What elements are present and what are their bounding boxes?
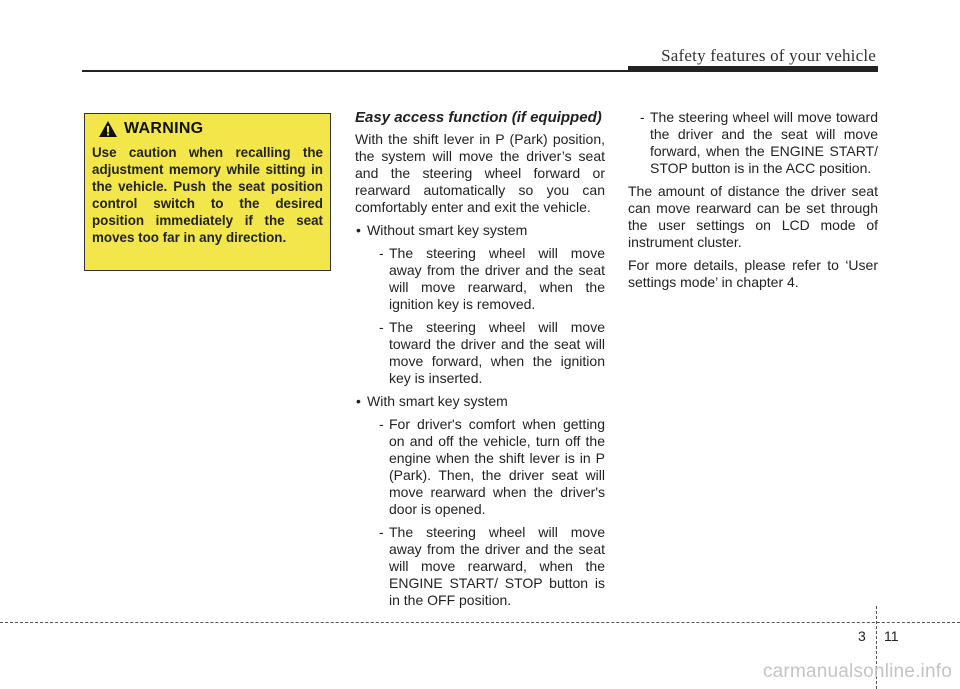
distance-note: The amount of distance the driver seat can move rearward can be set through the user settings on LCD mode of instrument cluster. (628, 183, 878, 250)
list-item: - For driver's comfort when getting on and off the vehicle, turn off the engine when the shift lever is in P (Park). Then, the driver seat will move rearward when the driver's door is opened. (367, 416, 605, 518)
list-item: - The steering wheel will move away from the driver and the seat will move rearward, when the ENGINE START/ STOP button is in the OFF position. (367, 524, 605, 609)
warning-header (98, 120, 323, 138)
easy-access-intro: With the shift lever in P (Park) position, the system will move the driver’s seat and the steering wheel forward or rearward automatically so you can comfortably enter and exit the vehicle. (355, 131, 605, 215)
list-item: - The steering wheel will move toward the driver and the seat will move forward, when the ignition key is inserted. (367, 319, 605, 387)
warning-text: Use caution when recalling the adjustment memory while sitting in the vehicle. Push the seat position control switch to the desired position immediately if the seat moves too far in any direction. (92, 145, 323, 245)
list-item: - The steering wheel will move toward the driver and the seat will move forward, when the ENGINE START/ STOP button is in the ACC position. (628, 109, 878, 177)
warning-triangle-icon (98, 120, 118, 138)
easy-access-title: Easy access function (if equipped) (355, 109, 602, 126)
watermark: carmanualsonline.info (762, 661, 952, 682)
bullet-with-smart-key: • With smart key system (355, 393, 605, 410)
page-number: 11 (884, 628, 899, 644)
header-rule-accent (628, 66, 878, 72)
column-right (628, 109, 878, 297)
more-details-note: For more details, please refer to ‘User settings mode’ in chapter 4. (628, 257, 878, 290)
warning-box (84, 113, 331, 271)
warning-title: WARNING (124, 120, 204, 137)
column-middle (355, 109, 605, 615)
footer-rule (0, 622, 960, 623)
list-item: - The steering wheel will move away from the driver and the seat will move rearward, when the ignition key is removed. (367, 245, 605, 313)
section-header-title: Safety features of your vehicle (661, 46, 876, 65)
bullet-without-smart-key: • Without smart key system (355, 222, 605, 239)
page-chapter: 3 (858, 628, 866, 644)
